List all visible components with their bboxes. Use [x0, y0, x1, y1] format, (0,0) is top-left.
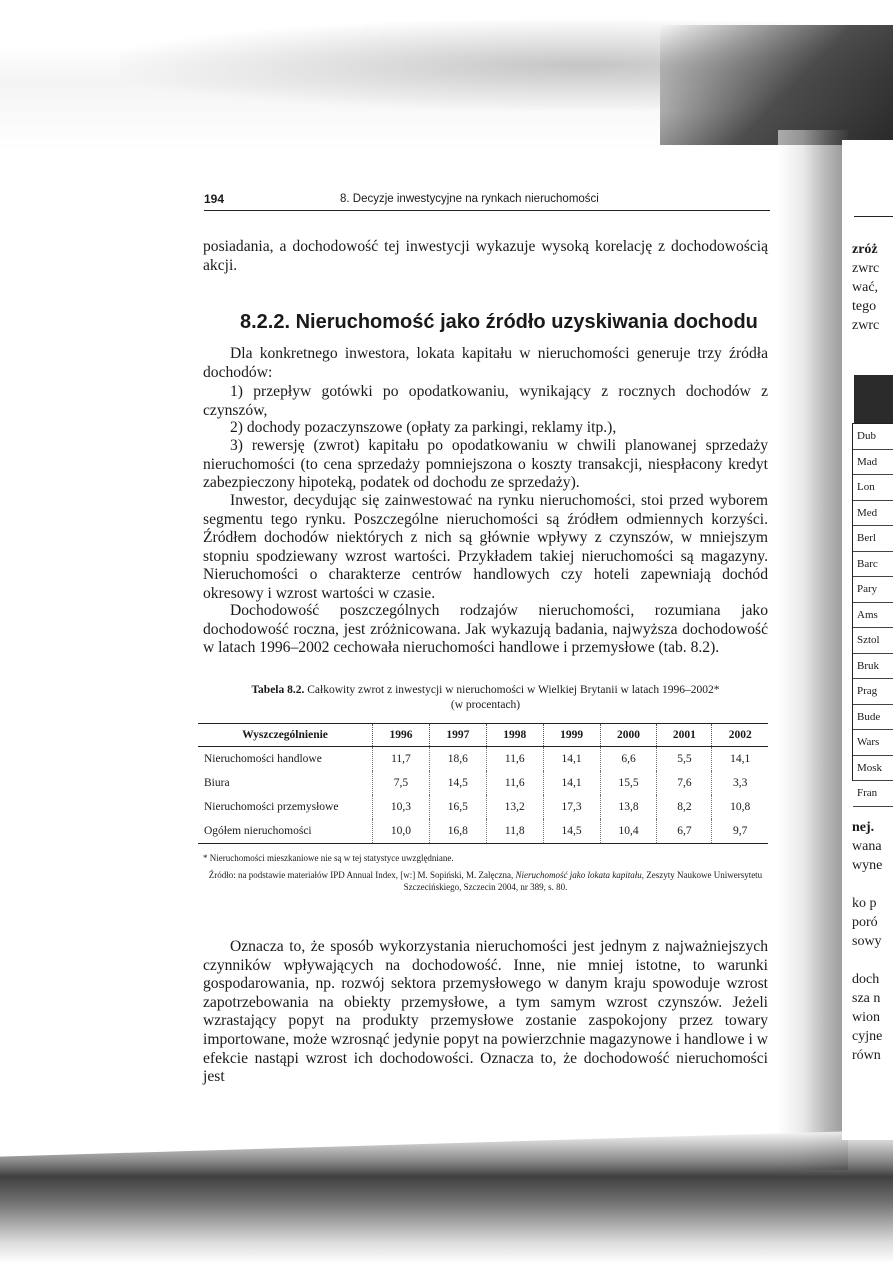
table-row [198, 819, 768, 844]
list-item: 2) dochody pozaczynszowe (opłaty za parkingi, reklamy itp.), [230, 419, 617, 436]
adjacent-table-cell: Sztol [853, 628, 893, 654]
table-cell: Nieruchomości przemysłowe [204, 801, 339, 813]
adjacent-table-cell: Pary [853, 577, 893, 603]
adjacent-table-cell: Prag [853, 679, 893, 705]
table-cell: 10,8 [712, 795, 768, 819]
adjacent-page-line: wyne [852, 858, 883, 873]
adjacent-page-line: doch [852, 972, 880, 987]
adjacent-page-line: równ [852, 1048, 881, 1063]
table-header-cell: 1997 [429, 724, 486, 747]
table-source [203, 869, 768, 893]
table-cell: 6,6 [600, 747, 657, 772]
table-cell: 6,7 [657, 819, 712, 844]
table-cell: 13,2 [486, 795, 543, 819]
table-header-cell: 1999 [543, 724, 600, 747]
adjacent-page-line: tego [852, 299, 877, 314]
table-caption [208, 683, 763, 713]
adjacent-page-line: zróż [852, 242, 878, 257]
adjacent-page-line: sowy [852, 934, 882, 949]
adjacent-table-cell: Barc [853, 552, 893, 578]
table-cell: 18,6 [429, 747, 486, 772]
table-source-prefix: Źródło: na podstawie materiałów IPD Annual Index, [w:] M. Sopiński, M. Zalęczna, [208, 870, 514, 880]
table-cell: 17,3 [543, 795, 600, 819]
adjacent-table-header [854, 375, 893, 423]
table-source-title: Nieruchomość jako lokata kapitału [515, 870, 642, 880]
list-item: 1) przepływ gotówki po opodatkowaniu, wynikający z rocznych dochodów z czynszów, [203, 383, 768, 419]
table-cell: Nieruchomości handlowe [204, 753, 322, 765]
adjacent-page-line: wana [852, 839, 882, 854]
adjacent-page [842, 140, 893, 1140]
table-header-cell: 1996 [373, 724, 430, 747]
adjacent-table [852, 423, 893, 799]
paragraph: Oznacza to, że sposób wykorzystania nieruchomości jest jednym z najważniejszych czynników wpływających na dochodowość. Inne, nie mniej istotne, to warunki gospodarowania, np. rozwój sektora przemysłowego w danym kraju spowoduje wzrost zapotrzebowania na obiekty przemysłowe, a tym samym wzrost czynszów. Jeżeli wzrastający popyt na produkty przemysłowe zostanie zaspokojony przez towary importowane, może wzrosnąć jedynie popyt na powierzchnie magazynowe i handlowe i w efekcie nastąpi wzrost ich dochodowości. Oznacza to, że dochodowość nieruchomości jest [203, 938, 768, 1086]
adjacent-page-header-rule [854, 216, 893, 217]
paragraph: Inwestor, decydując się zainwestować na rynku nieruchomości, stoi przed wyborem segmentu tego rynku. Poszczególne nieruchomości są źródłem odmiennych korzyści. Źródłem dochodów niektórych z nich są głównie wpływy z czynszów, w mniejszym stopniu spodziewany wzrost wartości. Przykładem takiej nieruchomości są magazyny. Nieruchomości o charakterze centrów handlowych czy hoteli zapewniają dochód okresowy i wzrost wartości w czasie. [203, 492, 768, 602]
table-cell: 3,3 [712, 771, 768, 795]
adjacent-table-cell: Lon [853, 475, 893, 501]
paragraph: Dla konkretnego inwestora, lokata kapitału w nieruchomości generuje trzy źródła dochodów: [203, 345, 768, 381]
intro-paragraph: posiadania, a dochodowość tej inwestycji wykazuje wysoką korelację z dochodowością akcji. [203, 238, 768, 274]
adjacent-page-line: cyjne [852, 1029, 883, 1044]
table-cell: 10,3 [373, 795, 430, 819]
adjacent-page-line: zwrc [852, 318, 880, 333]
table-cell: 7,5 [373, 771, 430, 795]
table-cell: 10,4 [600, 819, 657, 844]
table-row [198, 771, 768, 795]
adjacent-page-line: zwrc [852, 261, 880, 276]
scan-shadow-corner [660, 25, 893, 145]
adjacent-page-line: wać, [852, 280, 879, 295]
adjacent-page-line: ko p [852, 896, 877, 911]
table-header-cell: Wyszczególnienie [198, 724, 373, 747]
table-cell: 8,2 [657, 795, 712, 819]
running-head-title: 8. Decyzje inwestycyjne na rynkach nieruchomości [340, 193, 599, 205]
table-cell: 11,6 [486, 771, 543, 795]
page-number: 194 [204, 192, 225, 206]
table-cell: Ogółem nieruchomości [198, 819, 373, 844]
table-cell: 10,0 [373, 819, 430, 844]
book-gutter-shadow [778, 130, 848, 1170]
table-cell: 5,5 [657, 747, 712, 772]
adjacent-table-cell: Fran [853, 781, 893, 807]
list-item: 3) rewersję (zwrot) kapitału po opodatkowaniu w chwili planowanej sprzedaży nieruchomości (to cena sprzedaży pomniejszona o koszty transakcji, niespłacony kredyt zabezpieczony hipoteką, podatek od dochodu ze sprzedaży). [203, 437, 768, 492]
table-footnote: * Nieruchomości mieszkaniowe nie są w tej statystyce uwzględniane. [203, 853, 454, 863]
table-cell: 15,5 [600, 771, 657, 795]
scan-shadow-bottom [0, 1130, 893, 1263]
table-header-cell: 2002 [712, 724, 768, 747]
table-header-cell: 1998 [486, 724, 543, 747]
table-cell: 9,7 [712, 819, 768, 844]
table-caption-label: Tabela 8.2. [251, 684, 305, 696]
adjacent-table-cell: Bude [853, 705, 893, 731]
table-header-cell: 2001 [657, 724, 712, 747]
table-row [198, 795, 768, 819]
table-cell: Biura [204, 777, 230, 789]
table-row [198, 747, 768, 772]
adjacent-page-line: poró [852, 915, 878, 930]
table-header-row [198, 724, 768, 747]
table-cell: 7,6 [657, 771, 712, 795]
data-table [198, 723, 768, 844]
running-header [204, 192, 770, 211]
paragraph: Dochodowość poszczególnych rodzajów nieruchomości, rozumiana jako dochodowość roczna, jest zróżnicowana. Jak wykazują badania, najwyższa dochodowość w latach 1996–2002 cechowała nieruchomości handlowe i przemysłowe (tab. 8.2). [203, 602, 768, 657]
table-caption-unit: (w procentach) [450, 699, 521, 711]
table-cell: 14,1 [712, 747, 768, 772]
adjacent-table-cell: Med [853, 501, 893, 527]
adjacent-table-cell: Ams [853, 603, 893, 629]
table-cell: 14,5 [429, 771, 486, 795]
adjacent-page-line: wion [852, 1010, 880, 1025]
adjacent-page-line: sza n [852, 991, 881, 1006]
table-cell: 11,7 [373, 747, 430, 772]
adjacent-table-cell: Berl [853, 526, 893, 552]
adjacent-page-line: nej. [852, 820, 875, 835]
table-cell: 14,5 [543, 819, 600, 844]
adjacent-table-cell: Bruk [853, 654, 893, 680]
table-cell: 14,1 [543, 747, 600, 772]
adjacent-table-cell: Dub [853, 424, 893, 450]
table-cell: 11,8 [486, 819, 543, 844]
table-cell: 16,8 [429, 819, 486, 844]
table-header-cell: 2000 [600, 724, 657, 747]
table-cell: 16,5 [429, 795, 486, 819]
table-caption-text: Całkowity zwrot z inwestycji w nieruchomości w Wielkiej Brytanii w latach 1996–2002* [307, 684, 720, 696]
table-cell: 14,1 [543, 771, 600, 795]
table-cell: 13,8 [600, 795, 657, 819]
adjacent-table-cell: Mad [853, 450, 893, 476]
table-cell: 11,6 [486, 747, 543, 772]
table-source-suffix: , Zeszyty Naukowe Uniwersytetu Szczecińskiego, Szczecin 2004, nr 389, s. 80. [403, 870, 763, 892]
adjacent-table-cell: Mosk [853, 756, 893, 782]
adjacent-table-cell: Wars [853, 730, 893, 756]
section-title: 8.2.2. Nieruchomość jako źródło uzyskiwania dochodu [240, 311, 758, 333]
